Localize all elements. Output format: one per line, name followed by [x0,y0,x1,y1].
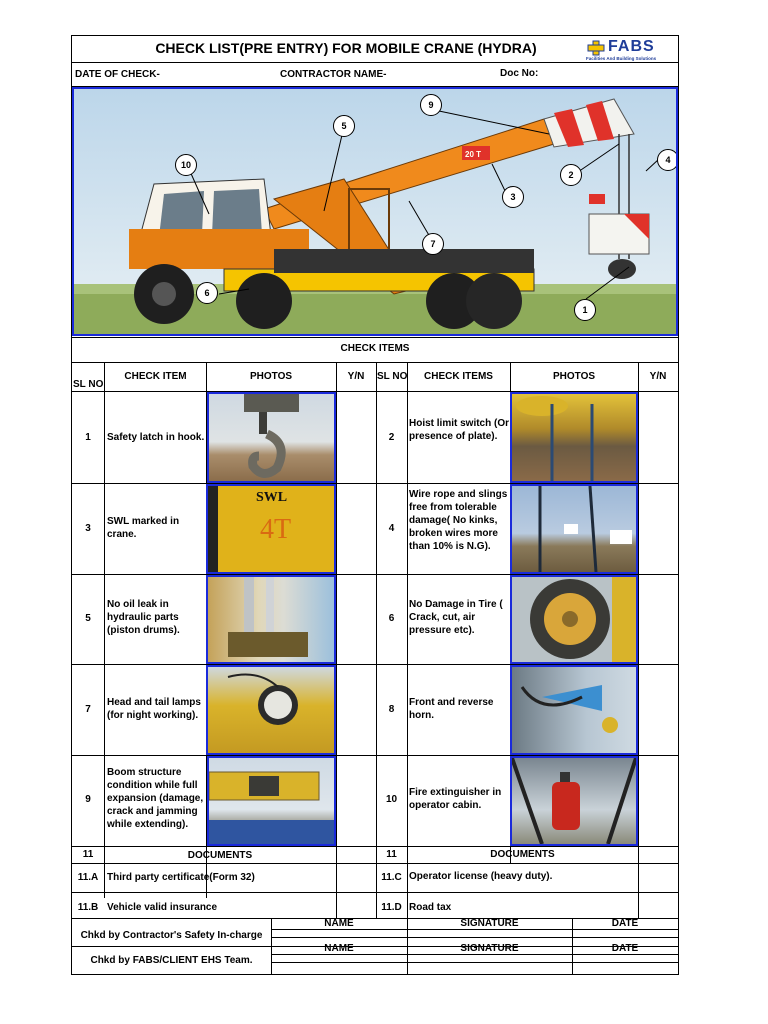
row-2-left-no: 3 [85,523,91,534]
swl-label: SWL [256,490,288,505]
row-4-left-no: 7 [85,704,91,715]
row-5-left-text: Boom structure condition while full expansion (damage, crack and jamming while extending). [107,767,204,830]
page-title: CHECK LIST(PRE ENTRY) FOR MOBILE CRANE (HYDRA) [155,40,537,56]
photo-safety-latch [207,392,336,483]
row-3-right-text: No Damage in Tire ( Crack, cut, air pressure etc). [409,599,503,636]
row-5-left-no: 9 [85,794,91,805]
photo-swl [206,484,336,574]
doc-11a-text: Third party certificate(Form 32) [107,872,255,883]
callout-9: 9 [420,94,442,116]
crane-illustration [74,89,676,334]
col-yn-left: Y/N [347,371,365,382]
row-3-left-no: 5 [85,613,91,624]
documents-left-no: 11 [82,849,94,860]
signoff-ehs-date: DATE [611,943,639,954]
signoff-ehs-label: Chkd by FABS/CLIENT EHS Team. [90,955,253,966]
row-1-right-no: 2 [388,432,395,443]
doc-11b-no: 11.B [77,902,99,913]
lamp-icon [208,667,334,753]
signoff-contractor-signature: SIGNATURE [460,918,519,929]
check-items-title: CHECK ITEMS [340,343,410,354]
doc-no-label: Doc No: [500,68,539,79]
date-of-check-label: DATE OF CHECK- [75,69,160,80]
row-1-left-no: 1 [85,432,91,443]
signoff-contractor-label: Chkd by Contractor's Safety In-charge [80,930,263,941]
signoff-ehs-signature: SIGNATURE [460,943,519,954]
wire-rope-icon [512,486,636,572]
col-sl-no-right: SL NO [377,371,408,382]
signoff-ehs-name: NAME [324,943,354,954]
callout-10: 10 [175,154,197,176]
limit-switch-icon [512,394,636,481]
row-4-right-text: Front and reverse horn. [409,697,494,721]
contractor-name-label: CONTRACTOR NAME- [280,69,387,80]
photo-wire-rope [510,484,638,574]
row-2-right-no: 4 [388,523,395,534]
photo-hydraulic [206,575,336,664]
callout-2: 2 [560,164,582,186]
signoff-contractor-name: NAME [324,918,354,929]
col-sl-no-left: SL NO [73,379,104,390]
row-4-left-text: Head and tail lamps (for night working). [107,697,201,721]
doc-11d-no: 11.D [381,902,402,913]
doc-11a-no: 11.A [77,872,99,883]
row-1-left-text: Safety latch in hook. [107,432,205,443]
col-photos-right: PHOTOS [552,371,596,382]
row-4-right-no: 8 [388,704,395,715]
col-check-items-right: CHECK ITEMS [424,371,493,382]
callout-4: 4 [657,149,678,171]
horn-icon [512,667,636,753]
fire-extinguisher-icon [512,758,636,844]
hook-icon [209,394,334,481]
doc-11c-text: Operator license (heavy duty). [409,871,553,882]
swl-value: 4T [260,514,292,545]
crane-diagram [72,87,678,336]
callout-6: 6 [196,282,218,304]
fabs-logo [584,38,676,62]
doc-11c-no: 11.C [381,872,402,883]
callout-3: 3 [502,186,524,208]
row-3-left-text: No oil leak in hydraulic parts (piston drums). [107,599,180,636]
photo-hoist-limit [510,392,638,483]
callout-7: 7 [422,233,444,255]
documents-right-title: DOCUMENTS [490,849,555,860]
row-2-left-text: SWL marked in crane. [107,516,180,540]
row-1-right-text: Hoist limit switch (Or presence of plate). [409,418,510,442]
col-check-item: CHECK ITEM [124,371,187,382]
doc-11b-text: Vehicle valid insurance [107,902,218,913]
photo-lamps [206,665,336,755]
callout-1: 1 [574,299,596,321]
logo-tagline: Facilities And Building Solutions [586,56,657,61]
piston-icon [208,577,334,662]
photo-tire [510,575,638,664]
col-yn-right: Y/N [649,371,667,382]
fabs-cross-icon [586,40,606,56]
photo-fire-extinguisher [510,756,638,846]
callout-5: 5 [333,115,355,137]
photo-horn [510,665,638,755]
row-5-right-no: 10 [385,794,398,805]
documents-right-no: 11 [386,849,397,860]
boom-icon [209,758,334,844]
row-5-right-text: Fire extinguisher in operator cabin. [409,787,502,811]
crane-plate-text: 20 T [465,150,482,159]
col-photos-left: PHOTOS [249,371,293,382]
row-3-right-no: 6 [388,613,395,624]
documents-left-title: DOCUMENTS [187,850,253,861]
checklist-sheet [71,35,679,975]
doc-11d-text: Road tax [409,902,452,913]
signoff-contractor-date: DATE [611,918,639,929]
photo-boom [207,756,336,846]
tire-icon [512,577,636,662]
logo-text: FABS [608,38,655,55]
row-2-right-text: Wire rope and slings free from tolerable damage( No kinks, broken wires more than 10% is N.G). [409,489,508,552]
